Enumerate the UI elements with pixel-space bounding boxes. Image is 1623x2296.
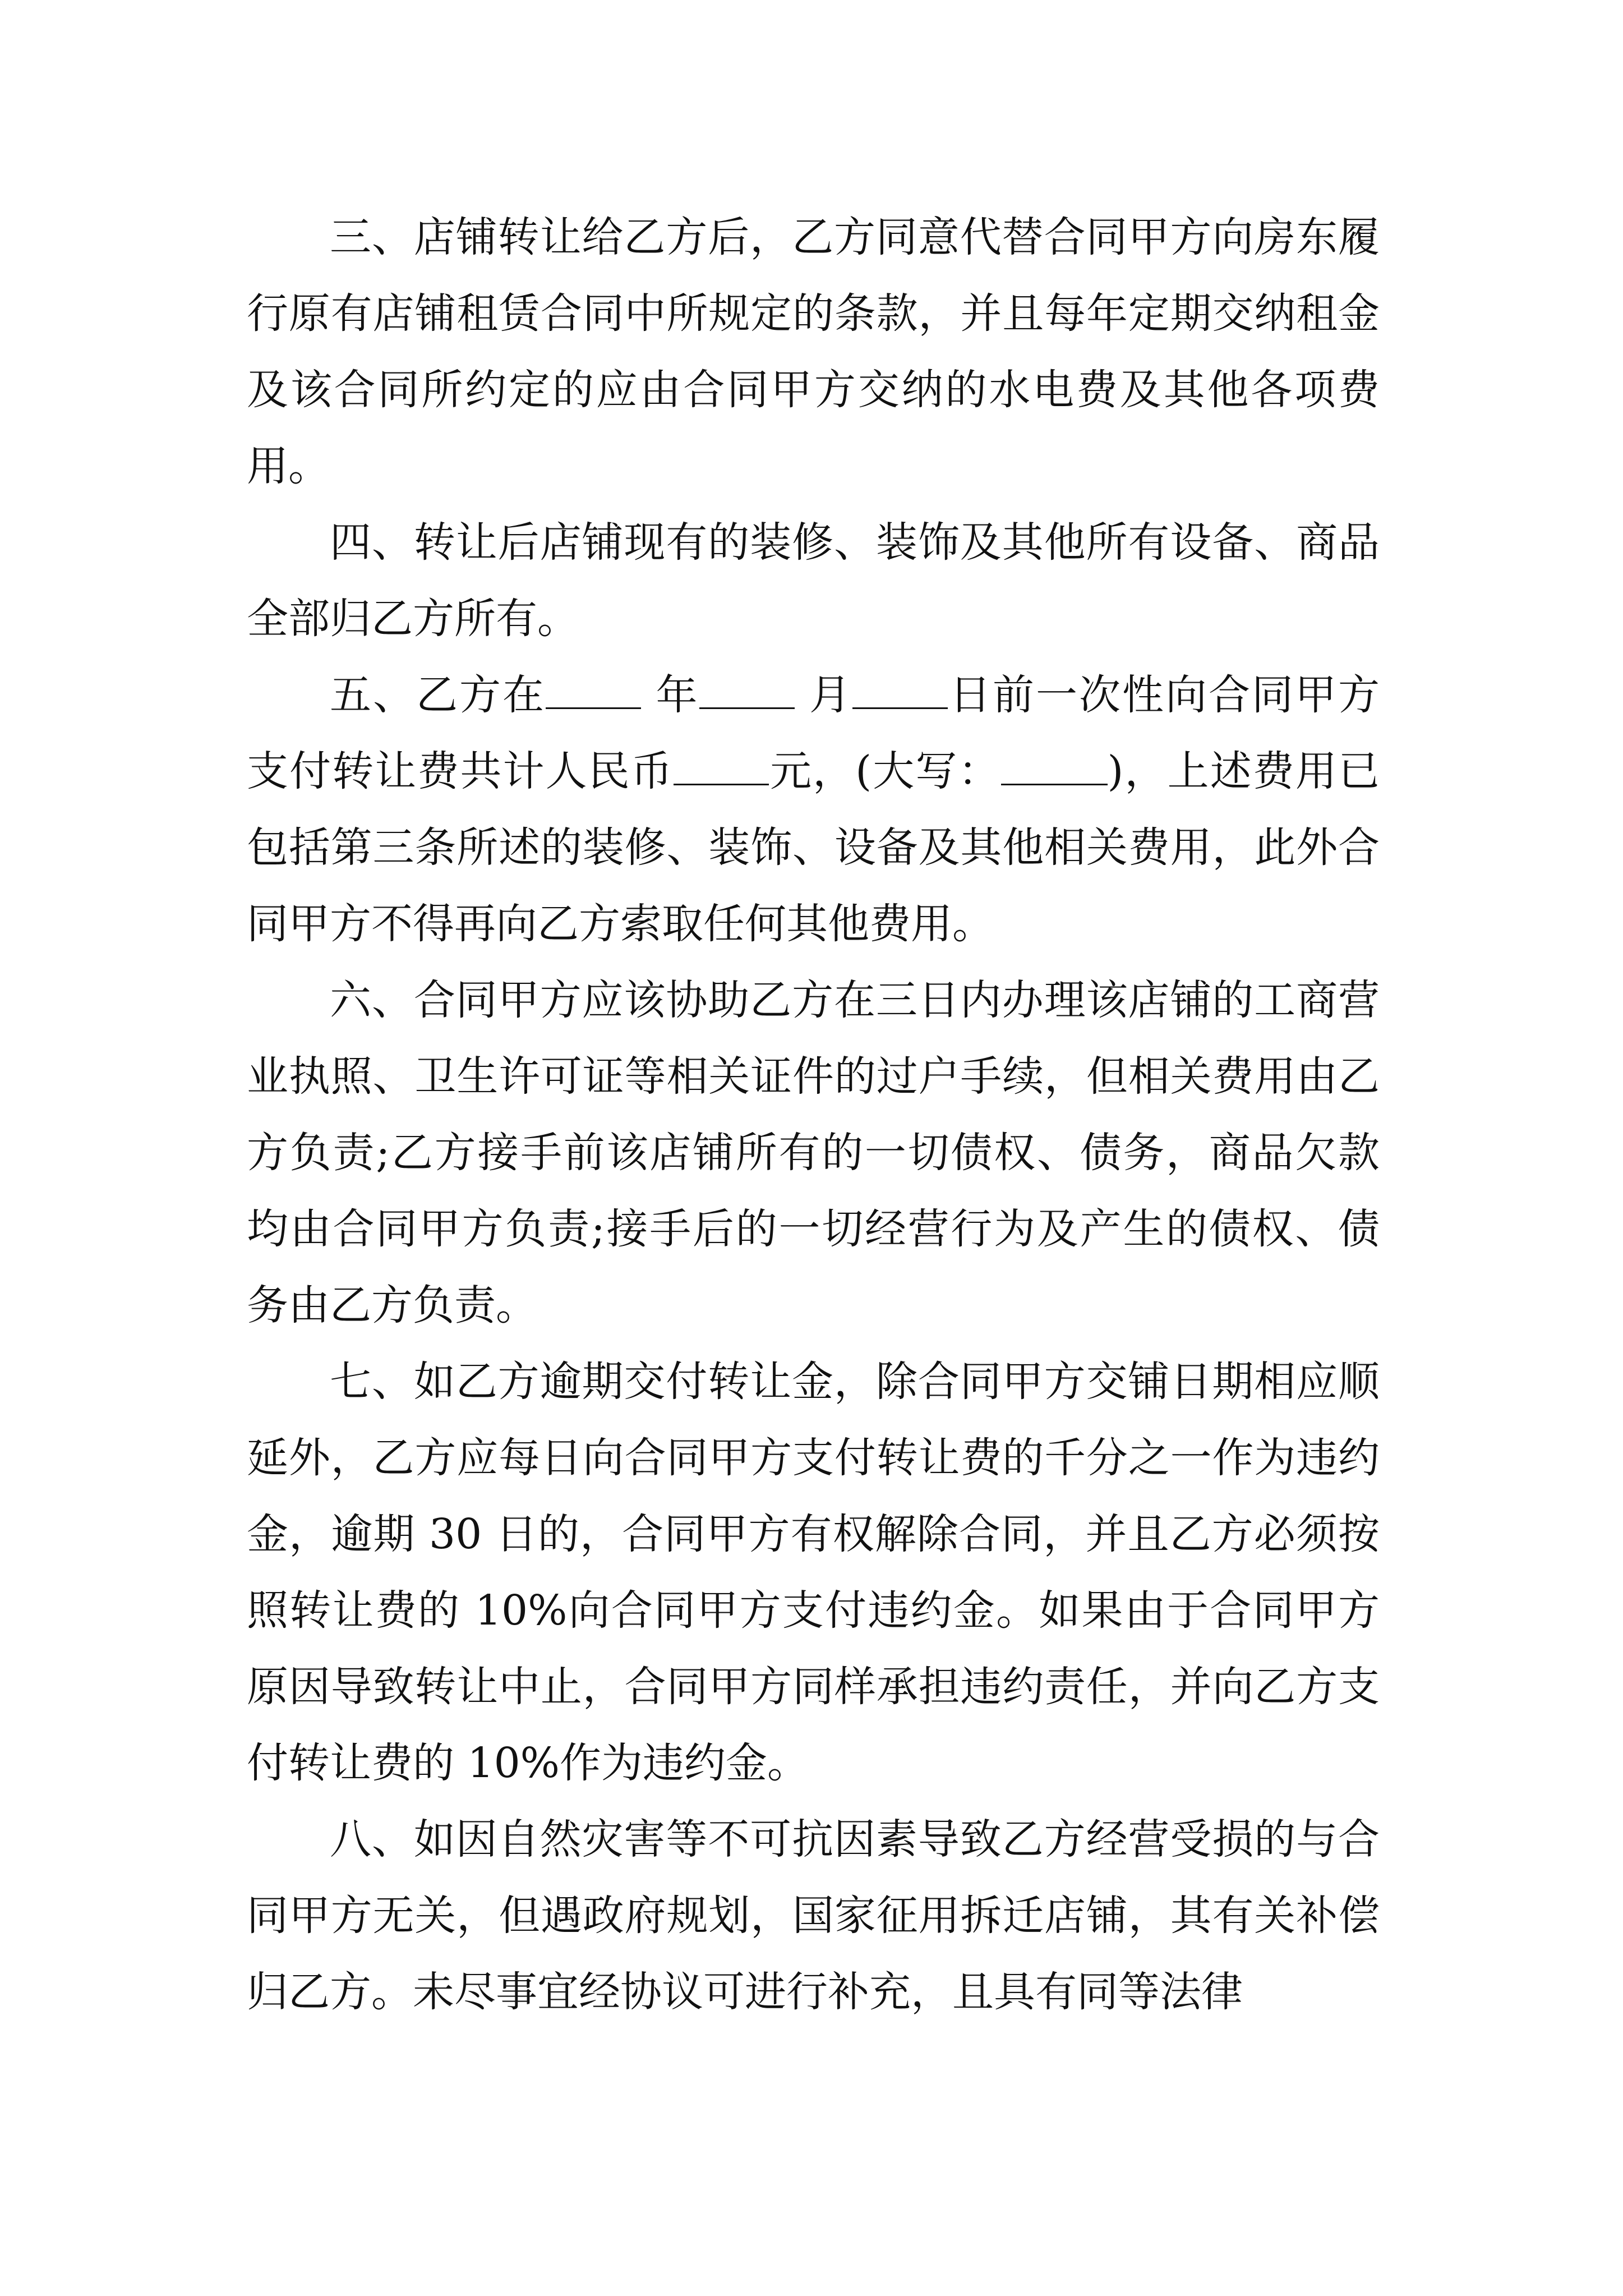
contract-body [247, 199, 1380, 2030]
clause-5-paragraph [247, 657, 1380, 962]
clause-5-text-5: 元，(大写： [768, 747, 1001, 795]
clause-5-text-3: 月 [794, 671, 853, 719]
clause-5-text-2: 年 [640, 671, 699, 719]
amount-blank [674, 749, 769, 785]
clause-8-paragraph: 八、如因自然灾害等不可抗因素导致乙方经营受损的与合同甲方无关，但遇政府规划，国家征用拆迁店铺，其有关补偿归乙方。未尽事宜经协议可进行补充，且具有同等法律 [247, 1815, 1380, 2016]
clause-4-paragraph: 四、转让后店铺现有的装修、装饰及其他所有设备、商品全部归乙方所有。 [247, 518, 1380, 643]
year-blank [546, 673, 641, 709]
month-blank [699, 673, 795, 709]
clause-3-paragraph: 三、店铺转让给乙方后，乙方同意代替合同甲方向房东履行原有店铺租赁合同中所规定的条款，并且每年定期交纳租金及该合同所约定的应由合同甲方交纳的水电费及其他各项费用。 [247, 213, 1380, 490]
clause-7-paragraph: 七、如乙方逾期交付转让金，除合同甲方交铺日期相应顺延外，乙方应每日向合同甲方支付转让费的千分之一作为违约金，逾期 30 日的，合同甲方有权解除合同，并且乙方必须按照转让费的 10%向合同甲方支付违约金。如果由于合同甲方原因导致转让中止，合同甲方同样承担违约责任，并向乙方支付转让费的 10%作为违约金。 [247, 1358, 1380, 1787]
clause-5-text-1: 五、乙方在 [330, 671, 546, 719]
amount-in-words-blank [1001, 749, 1108, 785]
clause-5-text-6: )，上述费用已包括第三条所述的装修、装饰、设备及其他相关费用，此外合同甲方不得再向乙方索取任何其他费用。 [247, 747, 1380, 948]
clause-6-paragraph: 六、合同甲方应该协助乙方在三日内办理该店铺的工商营业执照、卫生许可证等相关证件的过户手续，但相关费用由乙方负责;乙方接手前该店铺所有的一切债权、债务，商品欠款均由合同甲方负责;接手后的一切经营行为及产生的债权、债务由乙方负责。 [247, 976, 1380, 1329]
clause-5-text-4: 日前一次性向合同甲方支付转让费共计人民币 [247, 671, 1380, 795]
day-blank [852, 673, 948, 709]
